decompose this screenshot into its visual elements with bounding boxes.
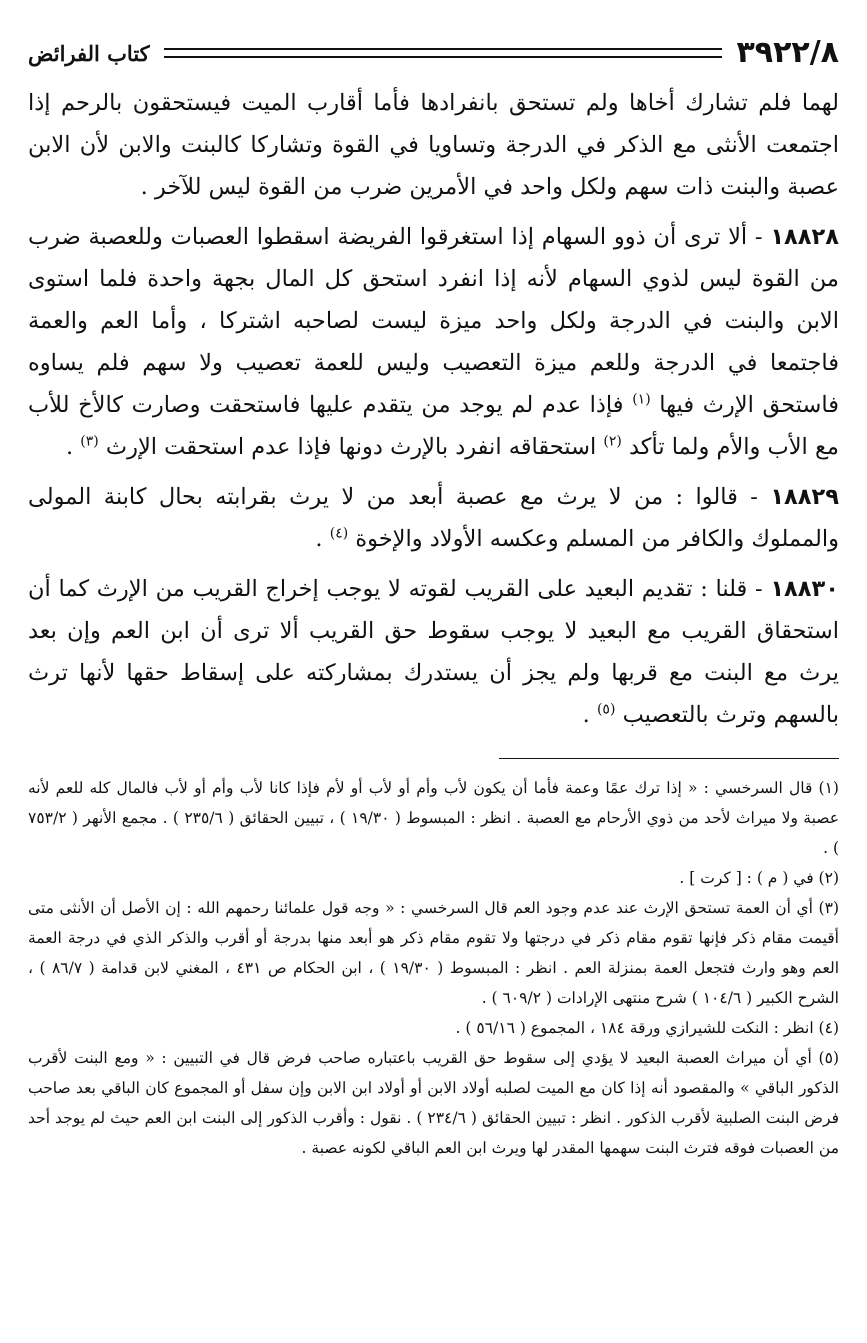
paragraph-text: - قلنا : تقديم البعيد على القريب لقوته لا يوجب إخراج القريب من الإرث كما أن استحقاق القريب مع البعيد لا يوجب سقوط حق القريب ألا ترى أن ابن العم وإن بعد يرث مع البنت مع قربها ولم يجز أن يستدرك بمشاركته على إسقاط حقها لأنها ترث بالسهم وترث بالتعصيب (28, 576, 839, 728)
paragraph-1: لهما فلم تشارك أخاها ولم تستحق بانفرادها فأما أقارب الميت فيستحقون بالرحم إذا اجتمعت الأنثى مع الذكر في الدرجة وتساويا في القوة وتشاركا كالبنت والابن لأن الابن عصبة والبنت ذات سهم ولكل واحد في الأمرين ضرب من القوة ليس للآخر . (28, 90, 839, 200)
paragraph-number: ١٨٨٢٨ (770, 224, 839, 250)
footnote-2: (٢) في ( م ) : [ كرت ] . (679, 869, 839, 887)
paragraph-text: . (315, 526, 330, 552)
running-header (28, 30, 839, 76)
footnote-1: (١) قال السرخسي : « إذا ترك عمًا وعمة فأما أن يكون لأب وأم أو لأب أو لأم فإذا كانا لأب وأم أو لأب فالمال كله للعم لأنه عصبة ولا ميراث لأحد من ذوي الأرحام مع العصبة . انظر : المبسوط ( ١٩/٣٠ ) ، تبيين الحقائق ( ٢٣٥/٦ ) . مجمع الأنهر ( ٧٥٣/٢ ) . (28, 779, 839, 857)
paragraph-18830 (28, 568, 839, 736)
paragraph-18829 (28, 476, 839, 560)
footnote-separator (499, 758, 839, 759)
paragraph-number: ١٨٨٢٩ (770, 484, 839, 510)
paragraph-text: فإذا عدم لم يوجد من يتقدم عليها فاستحقت وصارت كالأخ للأب مع الأب والأم ولما تأكد (28, 392, 839, 460)
main-text (28, 82, 839, 736)
footnote-5: (٥) أي أن ميراث العصبة البعيد لا يؤدي إلى سقوط حق القريب باعتباره صاحب فرض قال في التبيين : « ومع البنت لأقرب الذكور الباقي » والمقصود أنه إذا كان مع الميت لصلبه أولاد الابن أو أولاد ابن الابن وإن سفل أو المجموع كان الباقي بعد صاحب فرض البنت الصلبية لأقرب الذكور . انظر : تبيين الحقائق ( ٢٣٤/٦ ) . نقول : وأقرب الذكور إلى البنت ابن العم حيث لم يوجد أحد من العصبات فوقه فترث البنت سهمها المقدر لها ويرث ابن العم الباقي لكونه عصبة . (28, 1049, 839, 1157)
paragraph-text: . (65, 434, 81, 460)
footnote-4: (٤) انظر : النكت للشيرازي ورقة ١٨٤ ، المجموع ( ٥٦/١٦ ) . (455, 1019, 839, 1037)
paragraph-text: - قالوا : من لا يرث مع عصبة أبعد من لا يرث بقرابته بحال كابنة المولى والمملوك والكافر من المسلم وعكسه الأولاد والإخوة (28, 484, 839, 552)
footnote-ref-3[interactable]: (٣) (80, 433, 99, 450)
footnote-3: (٣) أي أن العمة تستحق الإرث عند عدم وجود العم قال السرخسي : « وجه قول علمائنا رحمهم الله : إن الأصل أن الأنثى متى أقيمت مقام ذكر فإنها تقوم مقام ذكر في درجتها ولا تقوم مقام ذكر هو أبعد منها بدرجة أو أقرب والذكر الذي في درجة العمة العم وهو وارث فتجعل العمة بمنزلة العم . انظر : المبسوط ( ١٩/٣٠ ) ، ابن الحكام ص ٤٣١ ، المغني لابن قدامة ( ٨٦/٧ ) ، الشرح الكبير ( ١٠٤/٦ ) شرح منتهى الإرادات ( ٦٠٩/٢ ) . (28, 899, 839, 1007)
paragraph-text: . (582, 702, 597, 728)
paragraph-18828 (28, 216, 839, 468)
footnote-ref-1[interactable]: (١) (632, 391, 651, 408)
book-page (28, 30, 839, 1323)
footnote-ref-2[interactable]: (٢) (603, 433, 622, 450)
paragraph-text: استحقاقه انفرد بالإرث دونها فإذا عدم استحقت الإرث (105, 434, 604, 460)
page-number: ٣٩٢٢/٨ (736, 35, 839, 70)
paragraph-text: - ألا ترى أن ذوو السهام إذا استغرقوا الفريضة اسقطوا العصبات وللعصبة ضرب من القوة ليس لذوي السهام لأنه إذا انفرد استحق كل المال بجهة واحدة فلما استوى الابن والبنت في الدرجة ولكل واحد ميزة ليست لصاحبه اشتركا ، وأما العم والعمة فاجتمعا في الدرجة وللعم ميزة التعصيب وليس للعمة تعصيب ولا سهم فلم يساوه فاستحق الإرث فيها (28, 224, 840, 418)
header-rule (164, 48, 723, 58)
footnote-ref-4[interactable]: (٤) (329, 525, 349, 542)
footnotes (28, 773, 839, 1163)
paragraph-number: ١٨٨٣٠ (770, 576, 839, 602)
book-title: كتاب الفرائض (28, 40, 150, 66)
footnote-ref-5[interactable]: (٥) (596, 701, 616, 718)
